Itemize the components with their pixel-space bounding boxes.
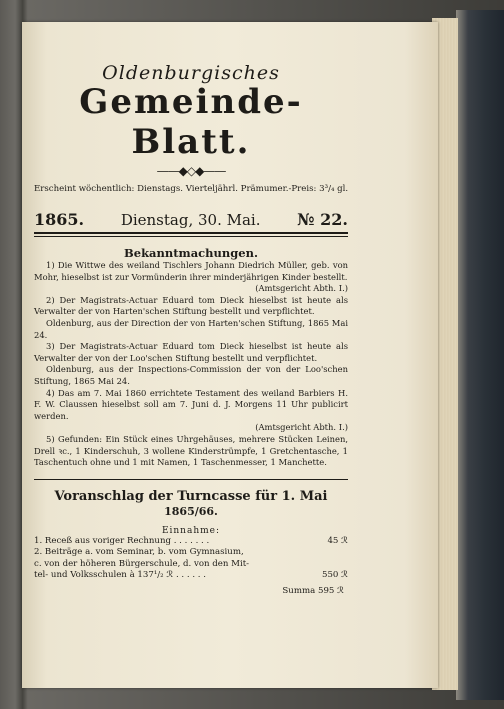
book-cover-edge [456, 10, 504, 700]
announcement-1-source: (Amtsgericht Abth. I.) [255, 283, 348, 294]
budget-row-label: c. von der höheren Bürgerschule, d. von den Mit- [34, 558, 250, 569]
budget-row [34, 547, 348, 559]
masthead-title: Gemeinde-Blatt. [79, 82, 303, 162]
budget-row-amount [304, 547, 348, 559]
budget-row-label: 2. Beiträge a. vom Seminar, b. vom Gymnasium, [34, 547, 244, 558]
announcement-5: 5) Gefunden: Ein Stück eines Uhrgehäuses, mehrere Stücken Leinen, Drell ꝛc., 1 Kinderschuh, 3 wollene Kinderstrümpfe, 1 Gretchentasche, 1 Taschentuch ohne und 1 mit Namen, 1 Taschenmesser, 1 Manchette. [34, 433, 348, 468]
announcements-heading: Bekanntmachungen. [124, 246, 258, 260]
budget-sum: Summa 595 ℛ [282, 586, 344, 597]
announcement-2: 2) Der Magistrats-Actuar Eduard tom Dieck hieselbst ist heute als Verwalter der von Harten'schen Stiftung bestellt und verpflichtet. [34, 294, 348, 317]
budget-subtitle: 1865/66. [164, 504, 218, 518]
budget-row [34, 570, 348, 582]
section-rule [34, 479, 348, 480]
budget-row [34, 559, 348, 571]
budget-row-amount: 45 ℛ [327, 535, 348, 546]
issue-number: № 22. [297, 210, 348, 229]
announcement-3: 3) Der Magistrats-Actuar Eduard tom Dieck hieselbst ist heute als Verwalter der von der Loo'schen Stiftung bestellt und verpflichtet. [34, 341, 348, 363]
issue-dateline [34, 210, 348, 229]
budget-row [34, 536, 348, 548]
header-rule [34, 232, 348, 237]
issue-date: Dienstag, 30. Mai. [120, 211, 261, 229]
budget-row-label: 1. Receß aus voriger Rechnung . . . . . . . [34, 535, 210, 546]
announcement-4: 4) Das am 7. Mai 1860 errichtete Testament des weiland Barbiers H. F. W. Claussen hieselbst soll am 7. Juni d. J. Morgens 11 Uhr publicirt werden. [34, 387, 348, 421]
announcement-1: 1) Die Wittwe des weiland Tischlers Johann Diedrich Müller, geb. von Mohr, hieselbst ist zur Vormünderin ihrer minderjährigen Kinder bestellt. [34, 260, 348, 282]
budget-row-label: tel- und Volksschulen à 137¹/₂ ℛ . . . . . . [34, 570, 206, 581]
budget-row-amount [304, 559, 348, 571]
masthead-subline: Erscheint wöchentlich: Dienstags. Vierteljährl. Prämumer.-Preis: 3³/₄ gl. [34, 184, 349, 194]
budget-row-amount: 550 ℛ [322, 570, 348, 581]
income-heading: Einnahme: [161, 525, 221, 536]
announcement-3-source: Oldenburg, aus der Inspections-Commission der von der Loo'schen Stiftung, 1865 Mai 24. [34, 364, 348, 386]
announcement-4-source: (Amtsgericht Abth. I.) [255, 422, 348, 433]
masthead-ornament: ——◆◇◆—— [156, 164, 226, 178]
budget-title: Voranschlag der Turncasse für 1. Mai [54, 488, 328, 504]
announcement-2-source: Oldenburg, aus der Direction der von Harten'schen Stiftung, 1865 Mai 24. [34, 317, 348, 340]
page-content [34, 48, 348, 596]
masthead-kicker: Oldenburgisches [102, 62, 280, 84]
issue-year: 1865. [34, 210, 85, 229]
